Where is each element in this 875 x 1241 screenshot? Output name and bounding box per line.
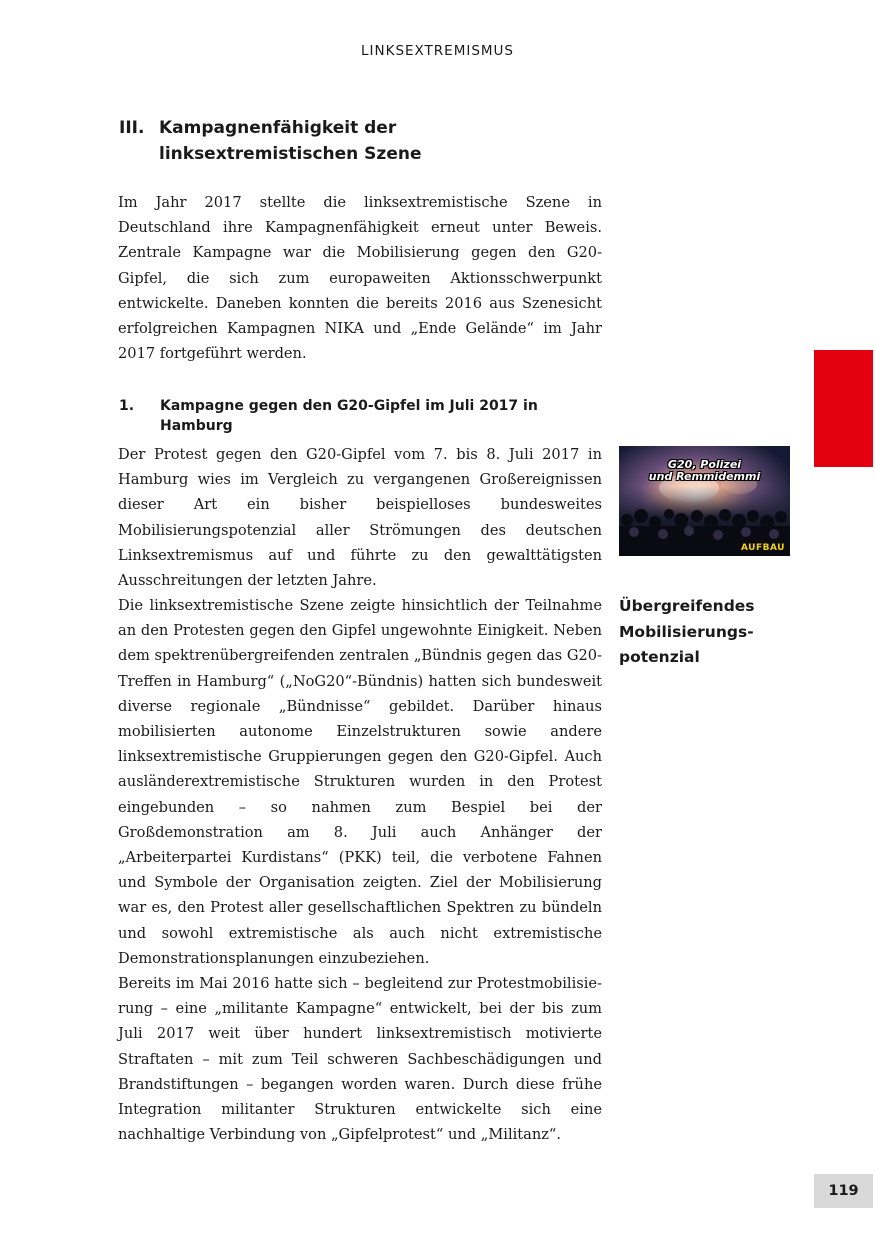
subsection-number: 1. xyxy=(119,398,135,414)
body-paragraph: Die linksextremistische Szene zeigte hinsichtlich der Teilnahme an den Protesten gegen den Gipfel ungewohnte Einigkeit. Neben dem spektrenübergreifenden zentralen „Bündnis gegen das G20-Treffen in Hamburg“ („NoG20“-Bündnis) hatten sich bundesweit diverse regionale „Bündnisse“ gebildet. Darüber hinaus mobilisierten autonome Einzelstrukturen sowie andere linksextremistische Gruppierungen gegen den G20-Gipfel. Auch ausländerextremistische Strukturen wurden in den Protest eingebunden – so nahmen zum Bespiel bei der Großdemonstration am 8. Juli auch Anhänger der „Arbeiterpartei Kurdistans“ (PKK) teil, die verbotene Fahnen und Symbole der Organisation zeigten. Ziel der Mobilisierung war es, den Protest aller gesellschaftlichen Spektren zu bündeln und sowohl extremistische als auch nicht extremistische Demonstrationsplanungen einzubeziehen. xyxy=(118,597,602,967)
section-heading xyxy=(119,115,599,167)
protest-photo xyxy=(619,446,790,556)
section-title: Kampagnenfähigkeit der linksextremistischen Szene xyxy=(159,118,422,164)
subsection-title: Kampagne gegen den G20-Gipfel im Juli 2017 in Hamburg xyxy=(160,398,538,434)
body-paragraph: Bereits im Mai 2016 hatte sich – begleitend zur Protestmobilisierung – eine „militante Kampagne“ entwickelt, bei der bis zum Juli 2017 weit über hundert linksextremistisch motivierte Straftaten – mit zum Teil schweren Sachbeschädigungen und Brandstiftungen – begangen worden waren. Durch diese frühe Integration militanter Strukturen entwickelte sich eine nachhaltige Verbindung von „Gipfelprotest“ und „Militanz“. xyxy=(118,975,602,1144)
page-number: 119 xyxy=(814,1174,873,1208)
photo-caption: G20, Polizei und Remmidemmi xyxy=(648,458,761,483)
body-paragraph: Der Protest gegen den G20-Gipfel vom 7. bis 8. Juli 2017 in Hamburg wies im Vergleich zu vergangenen Großereignissen dieser Art ein bisher beispielloses bundesweites Mobilisierungspotenzial aller Strömungen des deutschen Linksextremismus auf und führte zu den gewalttätigsten Ausschreitungen der letzten Jahre. xyxy=(118,446,602,590)
intro-paragraph: Im Jahr 2017 stellte die linksextremistische Szene in Deutschland ihre Kampagnenfähigkeit erneut unter Beweis. Zentrale Kampagne war die Mobilisierung gegen den G20-Gipfel, die sich zum europaweiten Aktionsschwerpunkt entwickelte. Daneben konnten die bereits 2016 aus Szenesicht erfolgreichen Kampagnen NIKA und „Ende Gelände“ im Jahr 2017 fortgeführt werden. xyxy=(118,194,602,363)
subsection-heading xyxy=(119,396,603,436)
margin-note: Übergreifendes Mobilisierungs- potenzial xyxy=(619,597,755,666)
aufbau-logo: AUFBAU xyxy=(740,543,785,553)
chapter-color-tab xyxy=(814,350,873,467)
running-header: LINKSEXTREMISMUS xyxy=(360,43,515,59)
section-number: III. xyxy=(119,118,145,138)
